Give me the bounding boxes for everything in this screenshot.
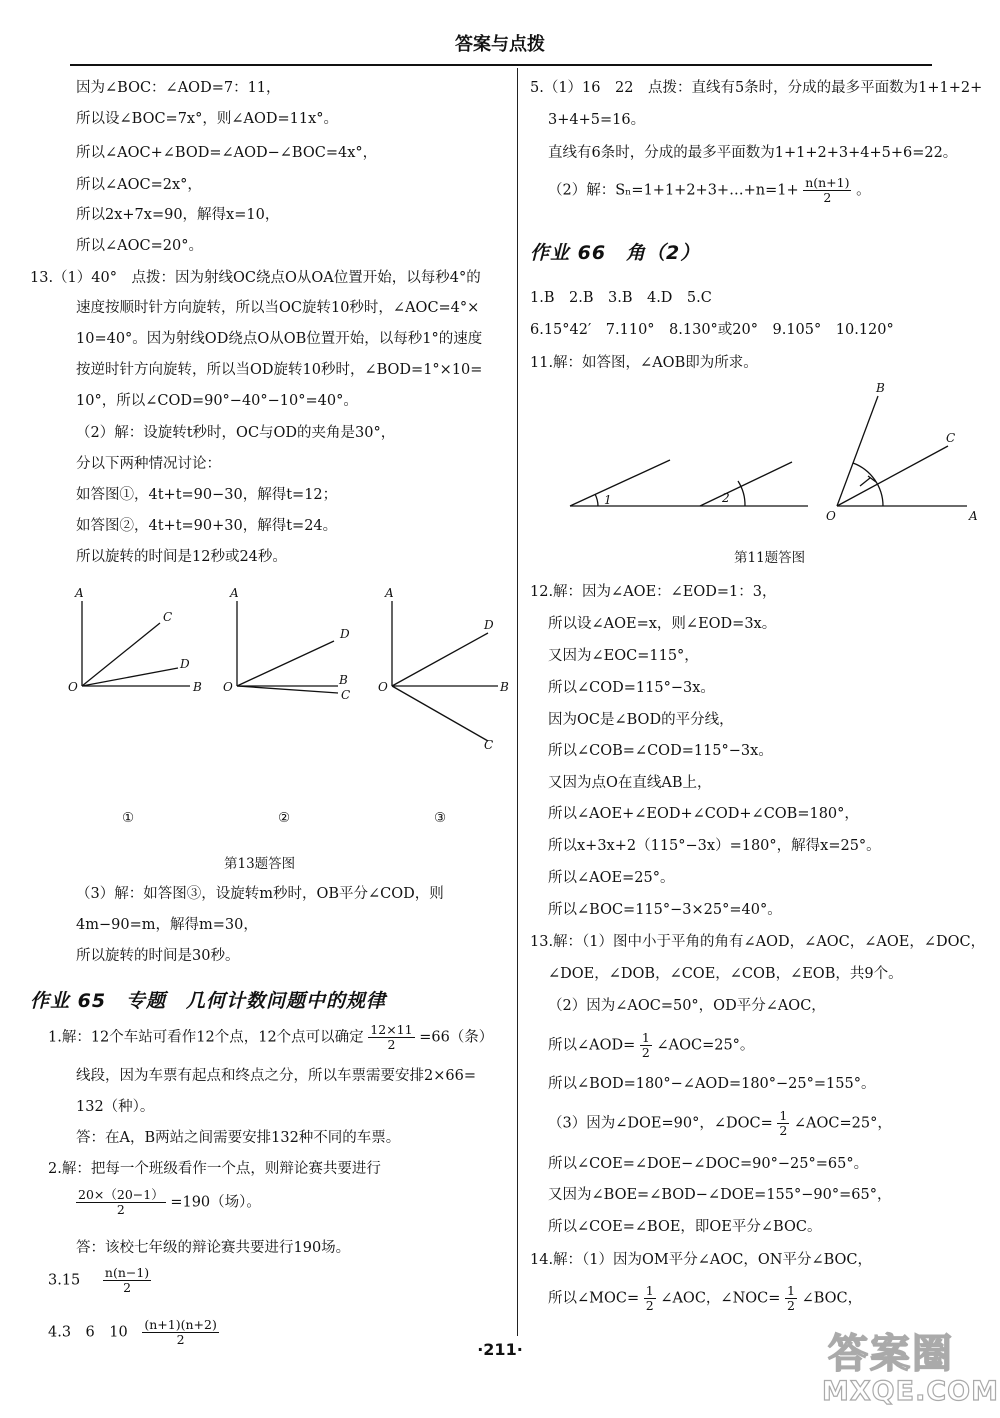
text-span: 所以∠AOD= — [548, 1037, 636, 1054]
text-line: 因为∠BOC：∠AOD=7：11， — [76, 80, 281, 96]
svg-text:O: O — [68, 680, 78, 694]
text-line: 所以∠BOC=115°−3×25°=40°。 — [548, 902, 782, 918]
svg-text:C: C — [484, 738, 494, 751]
text-line: 所以∠AOE+∠EOD+∠COD+∠COB=180°， — [548, 806, 859, 822]
text-line: （2）解：设旋转t秒时，OC与OD的夹角是30°， — [76, 425, 396, 441]
text-line: 所以∠AOC+∠BOD=∠AOD−∠BOC=4x°， — [76, 145, 378, 161]
figure-label: ① — [122, 810, 135, 826]
text-line: 3+4+5=16。 — [548, 112, 646, 128]
denominator: 2 — [779, 1123, 788, 1138]
svg-text:C: C — [341, 688, 351, 702]
text-line: 11.解：如答图，∠AOB即为所求。 — [530, 355, 758, 371]
page-number: ·211· — [477, 1340, 523, 1359]
header-title: 答案与点拨 — [455, 34, 545, 55]
text-span: 4.3 6 10 — [48, 1324, 128, 1341]
svg-text:A: A — [385, 586, 394, 600]
text-line: 所以设∠BOC=7x°，则∠AOD=11x°。 — [76, 111, 339, 127]
text-span: =66（条） — [419, 1029, 494, 1046]
text-line: 所以2x+7x=90，解得x=10， — [76, 207, 280, 223]
text-line: 10=40°。因为射线OD绕点O从OB位置开始，以每秒1°的速度 — [76, 331, 483, 347]
svg-text:A: A — [969, 509, 978, 523]
fraction — [644, 1284, 656, 1313]
text-line: 12.解：因为∠AOE：∠EOD=1：3， — [530, 584, 777, 600]
svg-text:1: 1 — [604, 493, 612, 507]
text-line: 又因为∠EOC=115°， — [548, 648, 699, 664]
text-line: 因为OC是∠BOD的平分线， — [548, 712, 734, 728]
denominator: 2 — [823, 190, 832, 205]
fraction — [777, 1109, 789, 1138]
text-line: 分以下两种情况讨论： — [76, 456, 221, 472]
text-span: =190（场）。 — [170, 1194, 261, 1211]
text-line: 所以设∠AOE=x，则∠EOD=3x。 — [548, 616, 777, 632]
watermark-text: 答案圈 — [828, 1331, 954, 1377]
text-span: ∠AOC=25°。 — [656, 1037, 755, 1054]
numerator: 1 — [641, 1030, 650, 1045]
text-line: 14.解：（1）因为OM平分∠AOC，ON平分∠BOC， — [530, 1252, 873, 1268]
text-line: 如答图①，4t+t=90−30，解得t=12； — [76, 487, 338, 503]
svg-text:A: A — [230, 586, 239, 600]
text-line: 所以∠COE=∠DOE−∠DOC=90°−25°=65°。 — [548, 1156, 869, 1172]
text-span: 。 — [856, 182, 871, 199]
text-span: ∠BOC， — [801, 1290, 863, 1307]
fraction — [785, 1284, 797, 1313]
text-line: 所以∠AOC=20°。 — [76, 238, 203, 254]
svg-text:2: 2 — [722, 491, 730, 505]
watermark-logo — [818, 1322, 998, 1418]
svg-text:O: O — [223, 680, 233, 694]
denominator: 2 — [116, 1202, 125, 1217]
text-span: 1.解：12个车站可看作12个点，12个点可以确定 — [48, 1029, 364, 1046]
text-line: 5.（1）16 22 点拨：直线有5条时，分成的最多平面数为1+1+2+ — [530, 80, 983, 96]
text-line: 按逆时针方向旋转，所以当OD旋转10秒时，∠BOD=1°×10= — [76, 362, 483, 378]
text-span: （2）解：Sₙ=1+1+2+3+…+n=1+ — [548, 182, 799, 199]
svg-text:B: B — [500, 680, 509, 694]
text-line: 如答图②，4t+t=90+30，解得t=24。 — [76, 518, 338, 534]
page-header — [0, 0, 1000, 70]
fraction — [103, 1266, 151, 1295]
text-line: 所以∠COB=∠COD=115°−3x。 — [548, 743, 773, 759]
denominator: 2 — [176, 1332, 185, 1347]
text-line: 13.（1）40° 点拨：因为射线OC绕点O从OA位置开始，以每秒4°的 — [30, 270, 481, 286]
text-line: 6.15°42′ 7.110° 8.130°或20° 9.105° 10.120° — [530, 322, 894, 338]
text-line: 所以∠COE=∠BOE，即OE平分∠BOC。 — [548, 1219, 822, 1235]
text-line: 直线有6条时，分成的最多平面数为1+1+2+3+4+5+6=22。 — [548, 145, 958, 161]
fraction — [803, 176, 851, 205]
text-line: 所以∠COD=115°−3x。 — [548, 680, 715, 696]
svg-text:C: C — [946, 431, 956, 445]
text-span: ∠AOC=25°， — [793, 1115, 892, 1132]
svg-text:O: O — [826, 509, 836, 523]
text-line — [548, 1284, 862, 1313]
svg-text:B: B — [339, 673, 348, 687]
text-span: 3.15 — [48, 1272, 81, 1289]
section-heading: 作业 66 角（2） — [530, 242, 701, 264]
text-line: 1.B 2.B 3.B 4.D 5.C — [530, 290, 712, 306]
text-line: 所以旋转的时间是30秒。 — [76, 948, 240, 964]
figure-11 — [550, 378, 980, 528]
text-line — [548, 176, 871, 205]
fraction — [76, 1188, 166, 1217]
numerator: 1 — [779, 1108, 788, 1123]
figure-label: ③ — [434, 810, 447, 826]
denominator: 2 — [387, 1037, 396, 1052]
denominator: 2 — [641, 1045, 650, 1060]
text-line: 所以∠AOC=2x°， — [76, 177, 202, 193]
text-line: 4m−90=m，解得m=30， — [76, 917, 258, 933]
text-line: 所以旋转的时间是12秒或24秒。 — [76, 549, 287, 565]
denominator: 2 — [123, 1280, 132, 1295]
text-line: 所以x+3x+2（115°−3x）=180°，解得x=25°。 — [548, 838, 881, 854]
text-line — [548, 1109, 892, 1138]
text-line — [548, 1031, 754, 1060]
watermark-url: MXQE.COM — [822, 1376, 999, 1407]
text-line: （2）因为∠AOC=50°，OD平分∠AOC， — [548, 998, 826, 1014]
figure-13 — [60, 581, 520, 751]
numerator: n(n−1) — [104, 1265, 150, 1280]
svg-text:C: C — [163, 610, 173, 624]
header-rule — [70, 64, 932, 66]
numerator: (n+1)(n+2) — [144, 1317, 217, 1332]
figure-caption: 第13题答图 — [224, 856, 296, 872]
denominator: 2 — [645, 1298, 654, 1313]
svg-text:D: D — [484, 618, 494, 632]
text-line — [76, 1188, 261, 1217]
numerator: 1 — [645, 1283, 654, 1298]
text-line: 又因为∠BOE=∠BOD−∠DOE=155°−90°=65°， — [548, 1187, 892, 1203]
figure-label: ② — [278, 810, 291, 826]
svg-text:B: B — [876, 381, 885, 395]
text-line: 所以∠BOD=180°−∠AOD=180°−25°=155°。 — [548, 1076, 876, 1092]
text-line: 又因为点O在直线AB上， — [548, 775, 712, 791]
text-line: 13.解：（1）图中小于平角的角有∠AOD，∠AOC，∠AOE，∠DOC， — [530, 934, 986, 950]
numerator: 12×11 — [370, 1022, 413, 1037]
svg-text:A: A — [75, 586, 84, 600]
text-line: 132（种）。 — [76, 1099, 155, 1115]
denominator: 2 — [787, 1298, 795, 1313]
text-line: 速度按顺时针方向旋转，所以当OC旋转10秒时，∠AOC=4°× — [76, 300, 480, 316]
svg-text:B: B — [193, 680, 202, 694]
text-line: 答：在A，B两站之间需要安排132种不同的车票。 — [76, 1130, 401, 1146]
numerator: 20×（20−1） — [78, 1187, 164, 1202]
figure-caption: 第11题答图 — [734, 550, 806, 566]
text-line: 2.解：把每一个班级看作一个点，则辩论赛共要进行 — [48, 1161, 381, 1177]
text-span: 所以∠MOC= — [548, 1290, 640, 1307]
numerator: 1 — [787, 1283, 795, 1298]
text-line: 答：该校七年级的辩论赛共要进行190场。 — [76, 1240, 351, 1256]
fraction — [368, 1023, 414, 1052]
text-line: 线段，因为车票有起点和终点之分，所以车票需要安排2×66= — [76, 1068, 476, 1084]
svg-text:D: D — [340, 627, 350, 641]
numerator: n(n+1) — [805, 175, 850, 190]
svg-text:D: D — [180, 657, 190, 671]
text-span: ∠AOC，∠NOC= — [660, 1290, 781, 1307]
text-span: （3）因为∠DOE=90°，∠DOC= — [548, 1115, 773, 1132]
text-line: 所以∠AOE=25°。 — [548, 870, 675, 886]
text-line — [48, 1023, 493, 1052]
section-heading: 作业 65 专题 几何计数问题中的规律 — [30, 990, 387, 1012]
text-line: ∠DOE，∠DOB，∠COE，∠COB，∠EOB，共9个。 — [548, 966, 903, 982]
text-line: （3）解：如答图③，设旋转m秒时，OB平分∠COD，则 — [76, 886, 444, 902]
fraction — [640, 1031, 652, 1060]
text-line — [48, 1266, 151, 1295]
text-line: 10°，所以∠COD=90°−40°−10°=40°。 — [76, 393, 358, 409]
svg-text:O: O — [378, 680, 388, 694]
